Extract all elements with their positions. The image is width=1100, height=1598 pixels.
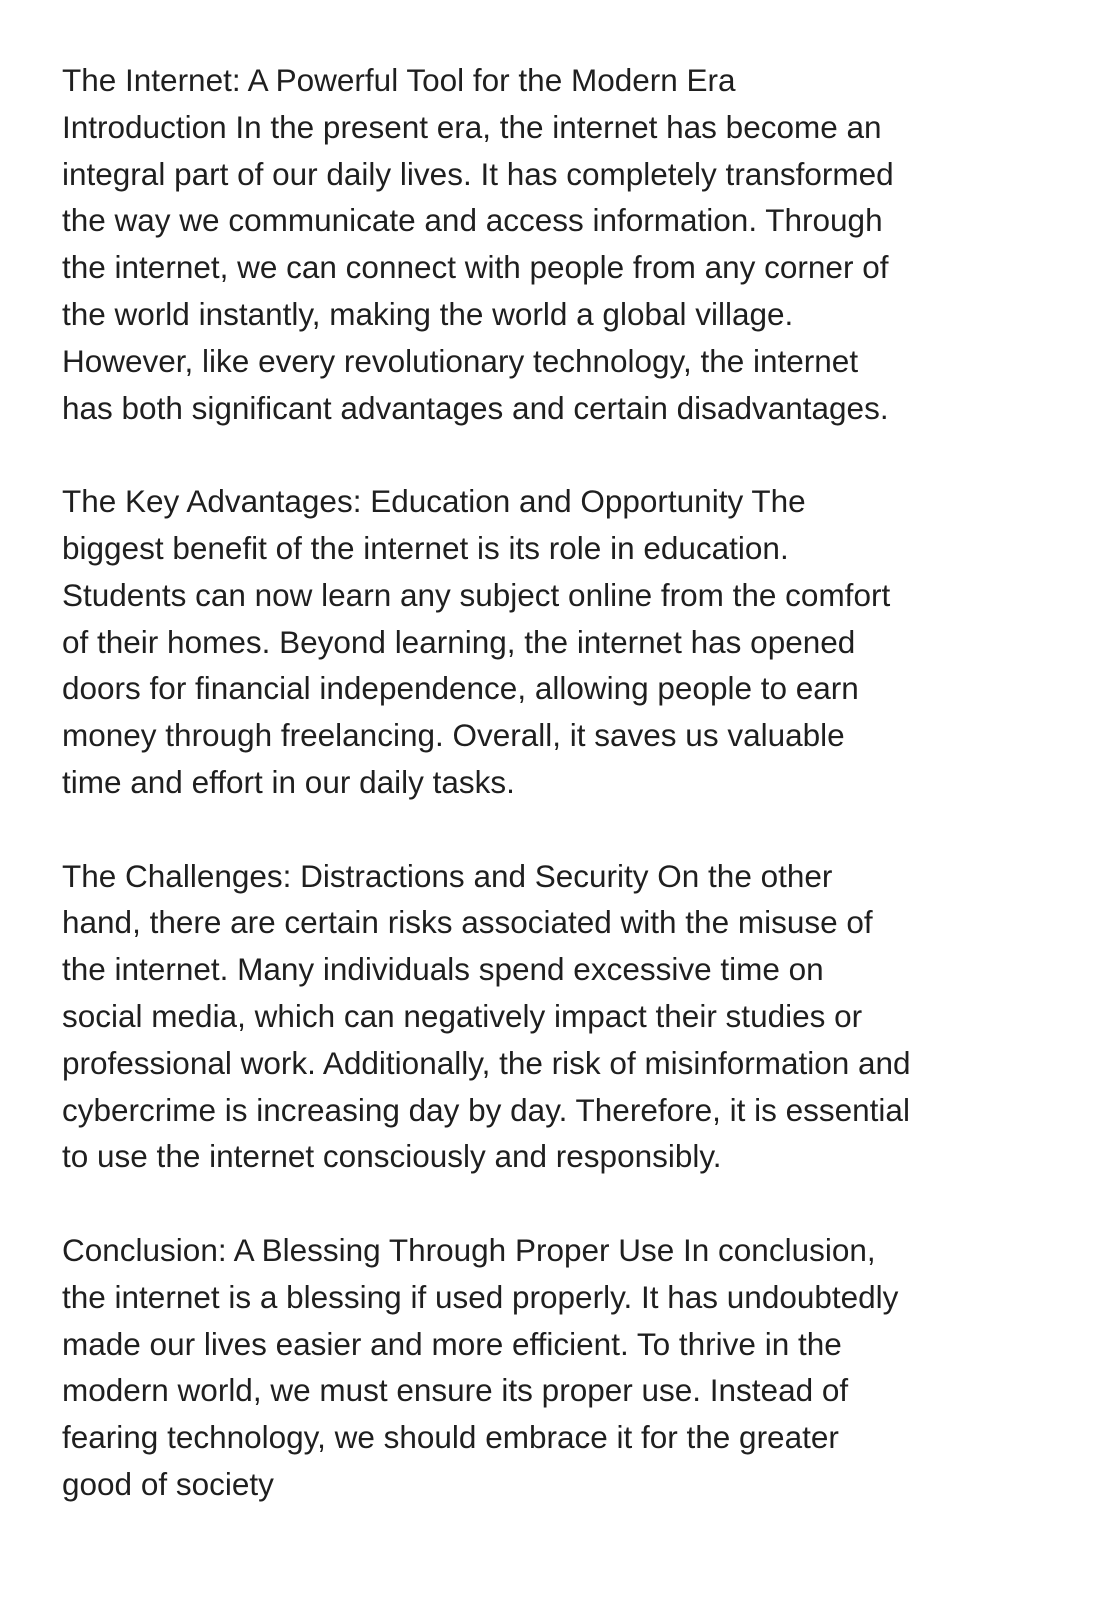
text-line: doors for financial independence, allowing people to earn — [62, 670, 859, 707]
text-line: to use the internet consciously and responsibly. — [62, 1138, 722, 1175]
text-line: The Internet: A Powerful Tool for the Modern Era — [62, 62, 736, 98]
text-line: However, like every revolutionary technology, the internet — [62, 342, 859, 379]
text-line: good of society — [62, 1465, 274, 1502]
text-line: Students can now learn any subject online from the comfort — [62, 576, 891, 613]
text-line: the internet, we can connect with people from any corner of — [62, 249, 889, 286]
text-line: has both significant advantages and certain disadvantages. — [62, 389, 889, 426]
text-line: fearing technology, we should embrace it for the greater — [62, 1419, 839, 1456]
text-line: the way we communicate and access information. Through — [62, 202, 883, 239]
text-line: of their homes. Beyond learning, the internet has opened — [62, 623, 856, 660]
text-line: Introduction In the present era, the internet has become an — [62, 108, 882, 145]
text-line: Conclusion: A Blessing Through Proper Use In conclusion, — [62, 1231, 876, 1268]
essay-document — [62, 57, 1062, 1555]
text-line: social media, which can negatively impact their studies or — [62, 997, 863, 1034]
text-line: modern world, we must ensure its proper use. Instead of — [62, 1372, 849, 1409]
text-line: integral part of our daily lives. It has completely transformed — [62, 155, 894, 192]
paragraph-challenges — [62, 853, 1062, 1181]
text-line: the internet is a blessing if used properly. It has undoubtedly — [62, 1278, 899, 1315]
text-line: biggest benefit of the internet is its role in education. — [62, 529, 789, 566]
text-line: cybercrime is increasing day by day. Therefore, it is essential — [62, 1091, 910, 1128]
text-line: the internet. Many individuals spend excessive time on — [62, 951, 824, 988]
text-line: professional work. Additionally, the risk of misinformation and — [62, 1044, 911, 1081]
text-line: made our lives easier and more efficient. To thrive in the — [62, 1325, 842, 1362]
text-line: The Challenges: Distractions and Security On the other — [62, 857, 833, 894]
paragraph-advantages — [62, 478, 1062, 806]
paragraph-introduction — [62, 57, 1062, 431]
text-line: hand, there are certain risks associated with the misuse of — [62, 904, 873, 941]
paragraph-conclusion — [62, 1227, 1062, 1508]
text-line: time and effort in our daily tasks. — [62, 763, 515, 800]
text-line: the world instantly, making the world a global village. — [62, 295, 794, 332]
text-line: The Key Advantages: Education and Opportunity The — [62, 483, 806, 520]
text-line: money through freelancing. Overall, it saves us valuable — [62, 717, 845, 754]
